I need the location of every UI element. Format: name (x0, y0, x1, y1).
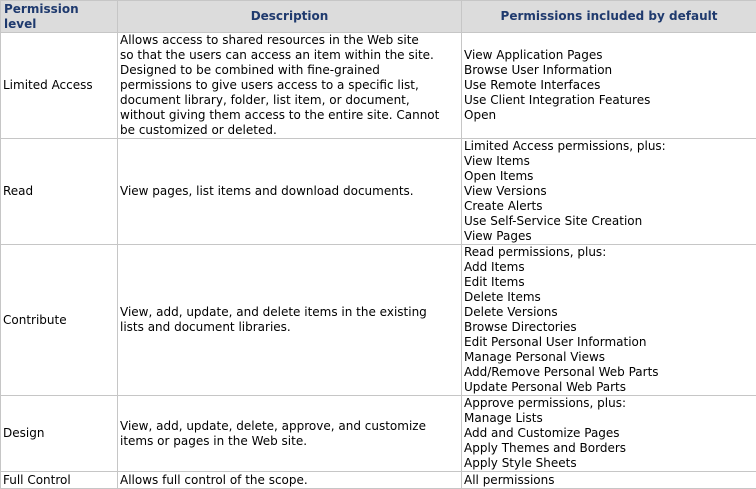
permission-item: Use Remote Interfaces (464, 78, 754, 93)
permission-item: Limited Access permissions, plus: (464, 139, 754, 154)
header-permission-level: Permission level (1, 1, 118, 33)
permission-item: Delete Versions (464, 305, 754, 320)
permissions-cell (462, 245, 756, 396)
description-line: View pages, list items and download documents. (120, 184, 459, 199)
table-row (1, 139, 756, 245)
permission-level-cell: Design (1, 396, 118, 472)
permission-level-cell: Full Control (1, 472, 118, 489)
permission-item: Open Items (464, 169, 754, 184)
description-line: Designed to be combined with fine-grained (120, 63, 459, 78)
description-line: document library, folder, list item, or document, (120, 93, 459, 108)
permission-item: Browse Directories (464, 320, 754, 335)
header-row (1, 1, 756, 33)
description-line: View, add, update, and delete items in the existing (120, 305, 459, 320)
permission-item: View Versions (464, 184, 754, 199)
permission-item: Create Alerts (464, 199, 754, 214)
permission-item: Read permissions, plus: (464, 245, 754, 260)
description-cell (118, 33, 462, 139)
permission-item: Edit Items (464, 275, 754, 290)
permission-item: Add/Remove Personal Web Parts (464, 365, 754, 380)
permission-item: Use Client Integration Features (464, 93, 754, 108)
description-line: lists and document libraries. (120, 320, 459, 335)
table-row (1, 245, 756, 396)
permission-item: Add Items (464, 260, 754, 275)
permission-item: Apply Themes and Borders (464, 441, 754, 456)
description-cell (118, 472, 462, 489)
permission-item: View Application Pages (464, 48, 754, 63)
description-cell (118, 139, 462, 245)
permission-item: Add and Customize Pages (464, 426, 754, 441)
header-description: Description (118, 1, 462, 33)
permission-item: View Items (464, 154, 754, 169)
permissions-cell (462, 33, 756, 139)
permission-item: Apply Style Sheets (464, 456, 754, 471)
permission-item: Use Self-Service Site Creation (464, 214, 754, 229)
permissions-cell (462, 139, 756, 245)
permission-item: Manage Lists (464, 411, 754, 426)
header-permissions: Permissions included by default (462, 1, 756, 33)
permission-item: Open (464, 108, 754, 123)
permission-level-cell: Contribute (1, 245, 118, 396)
permission-item: Delete Items (464, 290, 754, 305)
description-line: permissions to give users access to a specific list, (120, 78, 459, 93)
description-line: Allows access to shared resources in the Web site (120, 33, 459, 48)
description-cell (118, 245, 462, 396)
permission-level-cell: Limited Access (1, 33, 118, 139)
description-line: be customized or deleted. (120, 123, 459, 138)
table-row (1, 396, 756, 472)
permission-item: Update Personal Web Parts (464, 380, 754, 395)
table-row (1, 33, 756, 139)
permission-item: Approve permissions, plus: (464, 396, 754, 411)
description-line: without giving them access to the entire site. Cannot (120, 108, 459, 123)
description-line: so that the users can access an item within the site. (120, 48, 459, 63)
permission-item: All permissions (464, 473, 754, 488)
permission-item: Manage Personal Views (464, 350, 754, 365)
permission-item: Browse User Information (464, 63, 754, 78)
description-line: View, add, update, delete, approve, and customize (120, 419, 459, 434)
permission-item: Edit Personal User Information (464, 335, 754, 350)
permissions-cell (462, 472, 756, 489)
description-line: items or pages in the Web site. (120, 434, 459, 449)
description-line: Allows full control of the scope. (120, 473, 459, 488)
permissions-cell (462, 396, 756, 472)
permission-level-cell: Read (1, 139, 118, 245)
table-row (1, 472, 756, 489)
permission-item: View Pages (464, 229, 754, 244)
description-cell (118, 396, 462, 472)
